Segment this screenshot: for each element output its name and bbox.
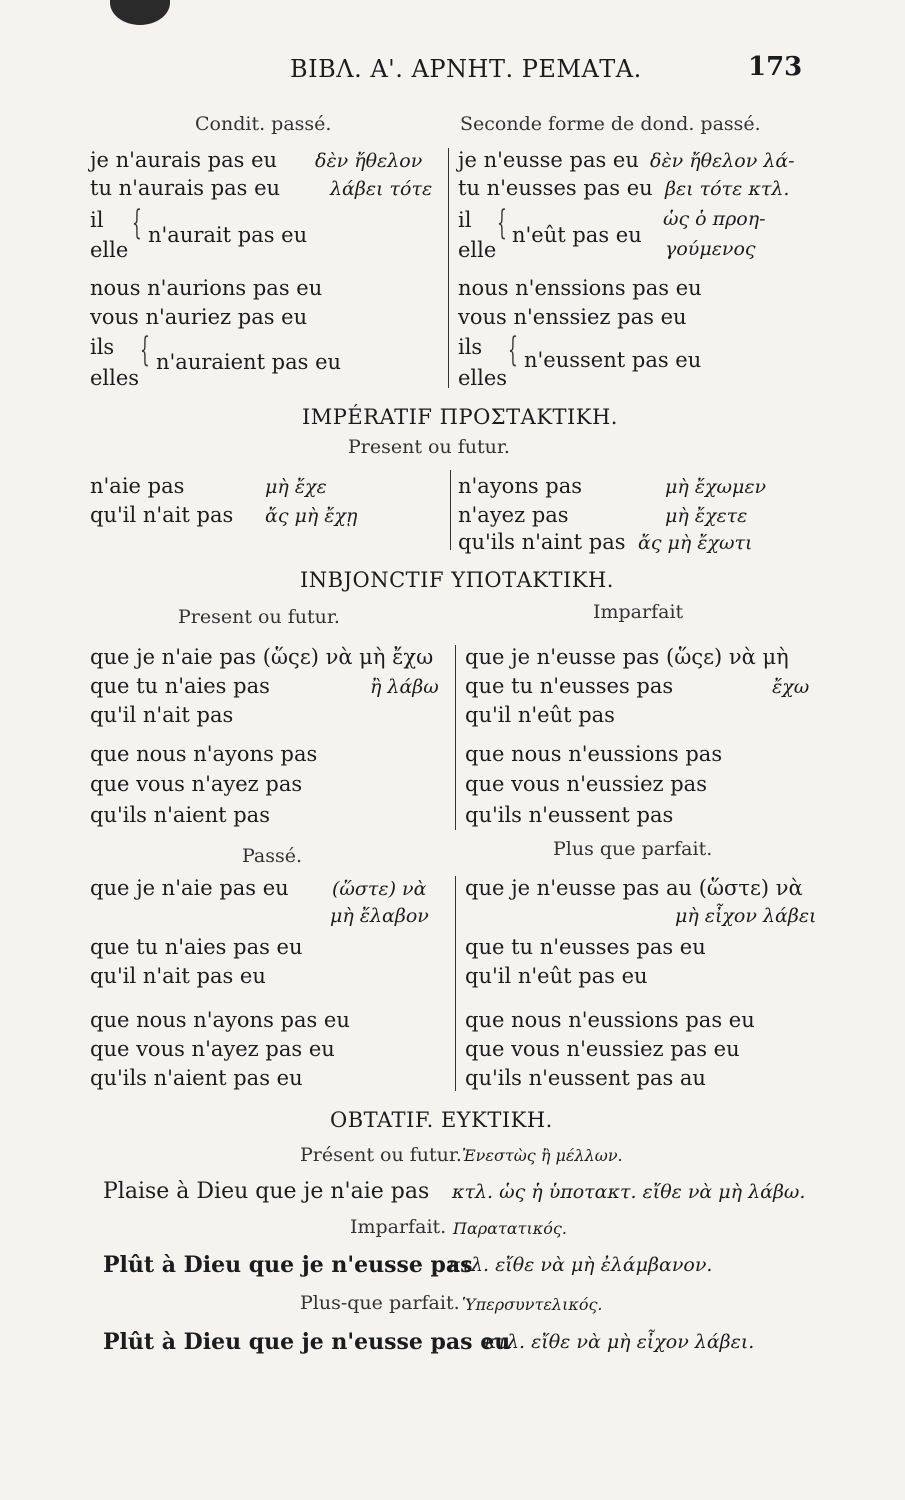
imp-right-row: n'ayez pas xyxy=(458,503,569,527)
cond-left-greek: λάβει τότε xyxy=(330,178,433,200)
cond-right-greek: βει τότε κτλ. xyxy=(665,178,790,200)
cond-right-pronoun: elle xyxy=(458,238,497,262)
subj-present-greek: ἢ λάβω xyxy=(370,676,439,698)
subj-pqp-title: Plus que parfait. xyxy=(553,838,713,860)
imp-left-greek: ἄς μὴ ἔχῃ xyxy=(265,505,358,527)
subj-passe-row: que je n'aie pas eu xyxy=(90,876,289,900)
cond-left-pronoun: elle xyxy=(90,238,129,262)
cond-right-greek: γούμενος xyxy=(665,238,756,260)
imp-left-greek: μὴ ἔχε xyxy=(265,476,327,498)
cond-right-pronoun: ils xyxy=(458,335,483,359)
subj-pqp-greek: μὴ εἶχον λάβει xyxy=(675,905,817,927)
subj-passe-greek: μὴ ἔλαβον xyxy=(330,905,429,927)
subj-imparfait-row: que tu n'eusses pas xyxy=(465,674,674,698)
cond-right-row: vous n'enssiez pas eu xyxy=(458,305,687,329)
subj-passe-row: que vous n'ayez pas eu xyxy=(90,1037,335,1061)
subj-imparfait-row: que vous n'eussiez pas xyxy=(465,772,707,796)
imp-left-row: qu'il n'ait pas xyxy=(90,503,234,527)
subjunctive-title: INBJONCTIF ΥΠΟΤΑΚΤΙΚΗ. xyxy=(300,568,614,592)
subj-pqp-row: que tu n'eusses pas eu xyxy=(465,935,706,959)
subj-passe-row: qu'ils n'aient pas eu xyxy=(90,1066,303,1090)
subj-present-title: Present ou futur. xyxy=(178,606,340,628)
cond-left-greek: δὲν ἤθελον xyxy=(315,150,423,172)
cond-left-pronoun: il xyxy=(90,208,104,232)
cond-left-pronoun: ils xyxy=(90,335,115,359)
brace-icon: { xyxy=(140,330,150,370)
opt-present-line-greek: κτλ. ὡς ἡ ὑποτακτ. εἴθε νὰ μὴ λάβω. xyxy=(452,1181,806,1203)
imp-right-row: qu'ils n'aint pas xyxy=(458,530,626,554)
opt-imparfait-label: Imparfait. xyxy=(350,1216,447,1238)
subj-present-row: que vous n'ayez pas xyxy=(90,772,303,796)
imperative-title: IMPÉRATIF ΠΡΟΣΤΑΚΤΙΚΗ. xyxy=(302,405,618,429)
subj-imparfait-row: qu'il n'eût pas xyxy=(465,703,615,727)
subj-present-row: que je n'aie pas (ὥςε) νὰ μὴ ἔχω xyxy=(90,645,434,669)
cond-right-title: Seconde forme de dond. passé. xyxy=(460,113,761,135)
opt-present-line: Plaise à Dieu que je n'aie pas xyxy=(103,1179,430,1204)
column-divider xyxy=(450,470,451,550)
running-title: ΒΙΒΛ. Α'. ΑΡΝΗΤ. ΡΕΜΑΤΑ. xyxy=(290,55,642,83)
cond-left-row: tu n'aurais pas eu xyxy=(90,176,281,200)
cond-right-row: je n'eusse pas eu xyxy=(458,148,639,172)
imperative-subtitle: Present ou futur. xyxy=(348,436,510,458)
cond-right-row: n'eût pas eu xyxy=(512,223,642,247)
opt-pqp-line: Plût à Dieu que je n'eusse pas eu xyxy=(103,1329,511,1355)
cond-left-row: n'auraient pas eu xyxy=(156,350,342,374)
subj-passe-row: que nous n'ayons pas eu xyxy=(90,1008,350,1032)
page-corner-shadow xyxy=(110,0,170,25)
opt-present-greek-label: Ἐνεστὼς ἢ μέλλων. xyxy=(462,1146,623,1165)
cond-right-greek: ὡς ὁ προη- xyxy=(663,208,766,230)
subj-imparfait-title: Imparfait xyxy=(593,601,684,623)
optative-title: OBTATIF. ΕΥΚΤΙΚΗ. xyxy=(330,1108,553,1132)
opt-imparfait-line-greek: κτλ. εἴθε νὰ μὴ ἐλάμβανον. xyxy=(448,1254,713,1276)
cond-left-title: Condit. passé. xyxy=(195,113,332,135)
cond-left-row: vous n'auriez pas eu xyxy=(90,305,308,329)
opt-pqp-greek-label: Ὑπερσυντελικός. xyxy=(462,1295,603,1314)
subj-pqp-row: qu'ils n'eussent pas au xyxy=(465,1066,706,1090)
cond-left-row: nous n'aurions pas eu xyxy=(90,276,323,300)
cond-right-pronoun: elles xyxy=(458,366,508,390)
cond-right-row: tu n'eusses pas eu xyxy=(458,176,653,200)
cond-right-greek: δὲν ἤθελον λά- xyxy=(650,150,795,172)
subj-imparfait-row: que nous n'eussions pas xyxy=(465,742,723,766)
cond-right-row: n'eussent pas eu xyxy=(524,348,702,372)
subj-imparfait-row: que je n'eusse pas (ὥςε) νὰ μὴ xyxy=(465,645,789,669)
cond-right-row: nous n'enssions pas eu xyxy=(458,276,702,300)
column-divider xyxy=(448,148,449,388)
imp-right-row: n'ayons pas xyxy=(458,474,583,498)
column-divider xyxy=(455,876,456,1091)
subj-pqp-row: que vous n'eussiez pas eu xyxy=(465,1037,740,1061)
subj-pqp-row: que nous n'eussions pas eu xyxy=(465,1008,755,1032)
opt-present-label: Présent ou futur. xyxy=(300,1144,462,1166)
subj-pqp-row: qu'il n'eût pas eu xyxy=(465,964,648,988)
cond-left-row: je n'aurais pas eu xyxy=(90,148,278,172)
brace-icon: { xyxy=(132,203,142,243)
subj-passe-greek: (ὥστε) νὰ xyxy=(332,878,427,900)
subj-imparfait-row: qu'ils n'eussent pas xyxy=(465,803,674,827)
brace-icon: { xyxy=(508,330,518,370)
subj-pqp-row: que je n'eusse pas au (ὥστε) νὰ xyxy=(465,876,803,900)
cond-left-row: n'aurait pas eu xyxy=(148,223,308,247)
imp-right-greek: μὴ ἔχωμεν xyxy=(665,476,767,498)
opt-imparfait-greek-label: Παρατατικός. xyxy=(453,1219,567,1238)
opt-pqp-label: Plus-que parfait. xyxy=(300,1292,460,1314)
subj-present-row: que tu n'aies pas xyxy=(90,674,270,698)
imp-right-greek: ἄς μὴ ἔχωτι xyxy=(638,532,753,554)
page-number: 173 xyxy=(748,52,803,82)
brace-icon: { xyxy=(497,203,507,243)
column-divider xyxy=(455,645,456,830)
subj-passe-title: Passé. xyxy=(242,845,303,867)
subj-passe-row: qu'il n'ait pas eu xyxy=(90,964,266,988)
imp-right-greek: μὴ ἔχετε xyxy=(665,505,748,527)
imp-left-row: n'aie pas xyxy=(90,474,185,498)
cond-left-pronoun: elles xyxy=(90,366,140,390)
subj-present-row: qu'il n'ait pas xyxy=(90,703,234,727)
subj-passe-row: que tu n'aies pas eu xyxy=(90,935,303,959)
opt-imparfait-line: Plût à Dieu que je n'eusse pas xyxy=(103,1252,473,1278)
subj-present-row: que nous n'ayons pas xyxy=(90,742,318,766)
subj-imparfait-greek: ἔχω xyxy=(772,676,810,698)
opt-pqp-line-greek: κτλ. εἴθε νὰ μὴ εἶχον λάβει. xyxy=(484,1331,755,1353)
cond-right-pronoun: il xyxy=(458,208,472,232)
subj-present-row: qu'ils n'aient pas xyxy=(90,803,270,827)
